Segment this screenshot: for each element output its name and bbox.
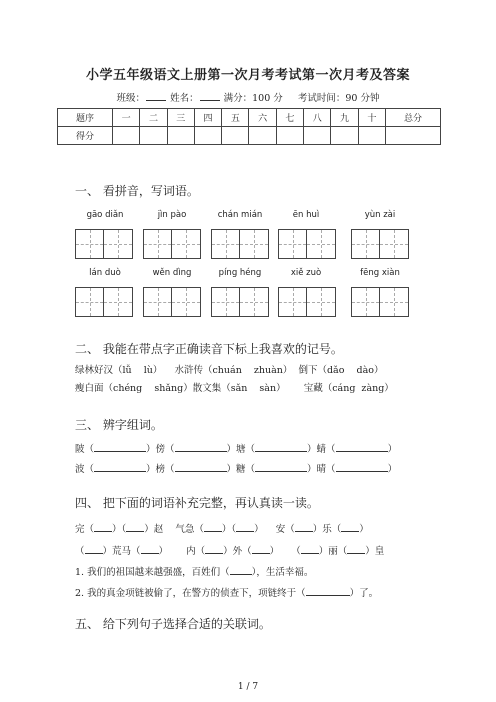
score-header-cell: 题序 [58, 109, 113, 127]
score-cell[interactable] [222, 127, 249, 145]
line-text: ），生活幸福。 [251, 567, 314, 578]
score-header-cell: 八 [304, 109, 331, 127]
answer-blank[interactable] [306, 586, 350, 596]
idiom-line [75, 543, 384, 557]
score-header-cell: 五 [222, 109, 249, 127]
score-cell[interactable] [194, 127, 221, 145]
name-blank[interactable] [200, 92, 220, 101]
line-text: ）丽（ [318, 546, 348, 557]
section-1-title: 一、 看拼音，写词语。 [75, 184, 199, 198]
score-cell[interactable] [304, 127, 331, 145]
line-text: ）皇 [365, 546, 385, 557]
line-text: 波（ [75, 464, 95, 475]
section-4-title: 四、 把下面的词语补充完整，再认真读一读。 [75, 496, 319, 510]
answer-blank[interactable] [336, 442, 388, 452]
section-5-title: 五、 给下列句子选择合适的关联词。 [75, 617, 271, 631]
line-text: ）了。 [349, 588, 379, 599]
answer-blank[interactable] [336, 462, 388, 472]
answer-blank[interactable] [94, 442, 146, 452]
line-text: 1. 我们的祖国越来越强盛，百姓们（ [75, 567, 230, 578]
writing-grid[interactable] [75, 287, 133, 317]
line-text: 2. 我的真金项链被偷了，在警方的侦查下，项链终于（ [75, 588, 306, 599]
idiom-line [75, 521, 369, 535]
sentence-line [75, 564, 313, 578]
answer-blank[interactable] [295, 522, 313, 532]
writing-grid[interactable] [211, 229, 269, 259]
line-text: ）乐（ [312, 524, 342, 535]
writing-grid[interactable] [75, 229, 133, 259]
answer-blank[interactable] [141, 544, 159, 554]
score-header-cell: 总分 [386, 109, 441, 127]
score-header-cell: 一 [113, 109, 140, 127]
answer-blank[interactable] [347, 544, 365, 554]
answer-blank[interactable] [341, 522, 359, 532]
pronunciation-line: 绿林好汉（lǚ lù） 水浒传（chuán zhuàn） 倒下（dǎo dào） [75, 365, 384, 376]
sentence-line [75, 585, 378, 599]
answer-blank[interactable] [236, 522, 254, 532]
class-label: 班级： [116, 93, 146, 104]
line-text: ）傍（ [146, 444, 175, 455]
pinyin-label: yùn zài [364, 210, 396, 220]
answer-blank[interactable] [230, 565, 252, 575]
score-header-cell: 十 [358, 109, 385, 127]
pronunciation-line: 瘦白面（chéng shǎng）散文集（sǎn sàn） 宝藏（cáng zàng） [75, 383, 394, 394]
line-text: ） （ [269, 546, 301, 557]
line-text: ）（ [221, 524, 237, 535]
pinyin-label: lán duò [89, 268, 121, 278]
full-score: 满分：100 分 [223, 93, 283, 104]
line-text: （ [75, 546, 85, 557]
pinyin-label: jìn pào [157, 210, 187, 220]
pinyin-label: chán mián [217, 210, 263, 220]
line-text: ）荒马（ [102, 546, 141, 557]
score-cell[interactable] [113, 127, 140, 145]
pinyin-label: wěn dìng [152, 268, 192, 278]
line-text: 完（ [75, 524, 95, 535]
line-text: ） [387, 444, 398, 455]
line-text: ）晴（ [307, 464, 336, 475]
answer-blank[interactable] [175, 462, 227, 472]
line-text: ）榜（ [146, 464, 175, 475]
score-header-row [58, 109, 441, 127]
exam-time: 考试时间：90 分钟 [297, 93, 380, 104]
score-table [57, 108, 441, 145]
pinyin-label: fēng xiàn [360, 268, 400, 278]
writing-grid[interactable] [211, 287, 269, 317]
line-text: ）塘（ [226, 444, 256, 455]
answer-blank[interactable] [94, 462, 146, 472]
word-group-line [75, 441, 397, 455]
score-row [58, 127, 441, 145]
answer-blank[interactable] [255, 442, 307, 452]
line-text: ） [387, 464, 398, 475]
pinyin-label: xiě zuò [290, 268, 322, 278]
writing-grid[interactable] [143, 287, 201, 317]
line-text: ） 内（ [158, 546, 206, 557]
word-group-line [75, 461, 397, 475]
score-row-label: 得分 [58, 127, 113, 145]
name-label: 姓名： [170, 93, 199, 104]
writing-grid[interactable] [278, 287, 336, 317]
writing-grid[interactable] [143, 229, 201, 259]
score-cell[interactable] [386, 127, 441, 145]
line-text: ） [359, 524, 369, 535]
line-text: ） 安（ [254, 524, 295, 535]
score-cell[interactable] [167, 127, 194, 145]
exam-info [0, 90, 496, 104]
answer-blank[interactable] [255, 462, 307, 472]
writing-grid[interactable] [351, 287, 409, 317]
score-header-cell: 四 [194, 109, 221, 127]
line-text: ）（ [112, 524, 127, 535]
section-2-title: 二、 我能在带点字正确读音下标上我喜欢的记号。 [75, 342, 343, 356]
answer-blank[interactable] [204, 522, 222, 532]
answer-blank[interactable] [252, 544, 270, 554]
score-cell[interactable] [331, 127, 358, 145]
writing-grid[interactable] [278, 229, 336, 259]
score-header-cell: 二 [140, 109, 167, 127]
score-cell[interactable] [249, 127, 276, 145]
score-header-cell: 六 [249, 109, 276, 127]
line-text: ）赵 气急（ [144, 524, 204, 535]
line-text: ）蜻（ [307, 444, 336, 455]
answer-blank[interactable] [175, 442, 227, 452]
score-header-cell: 三 [167, 109, 194, 127]
answer-blank[interactable] [301, 544, 319, 554]
score-cell[interactable] [276, 127, 303, 145]
score-cell[interactable] [140, 127, 167, 145]
answer-blank[interactable] [126, 522, 144, 532]
pinyin-label: píng héng [218, 268, 262, 278]
line-text: 陂（ [75, 444, 95, 455]
pinyin-label: gāo diǎn [86, 210, 124, 220]
page-number: 1 / 7 [237, 682, 259, 692]
score-header-cell: 七 [276, 109, 303, 127]
line-text: ）外（ [223, 546, 252, 557]
class-blank[interactable] [146, 92, 166, 101]
section-3-title: 三、 辨字组词。 [75, 418, 163, 432]
writing-grid[interactable] [351, 229, 409, 259]
pinyin-label: ēn huì [292, 210, 320, 220]
line-text: ）糖（ [226, 464, 256, 475]
score-header-cell: 九 [331, 109, 358, 127]
answer-blank[interactable] [85, 544, 103, 554]
answer-blank[interactable] [205, 544, 223, 554]
score-cell[interactable] [358, 127, 385, 145]
page-title: 小学五年级语文上册第一次月考考试第一次月考及答案 [85, 68, 410, 83]
answer-blank[interactable] [94, 522, 112, 532]
